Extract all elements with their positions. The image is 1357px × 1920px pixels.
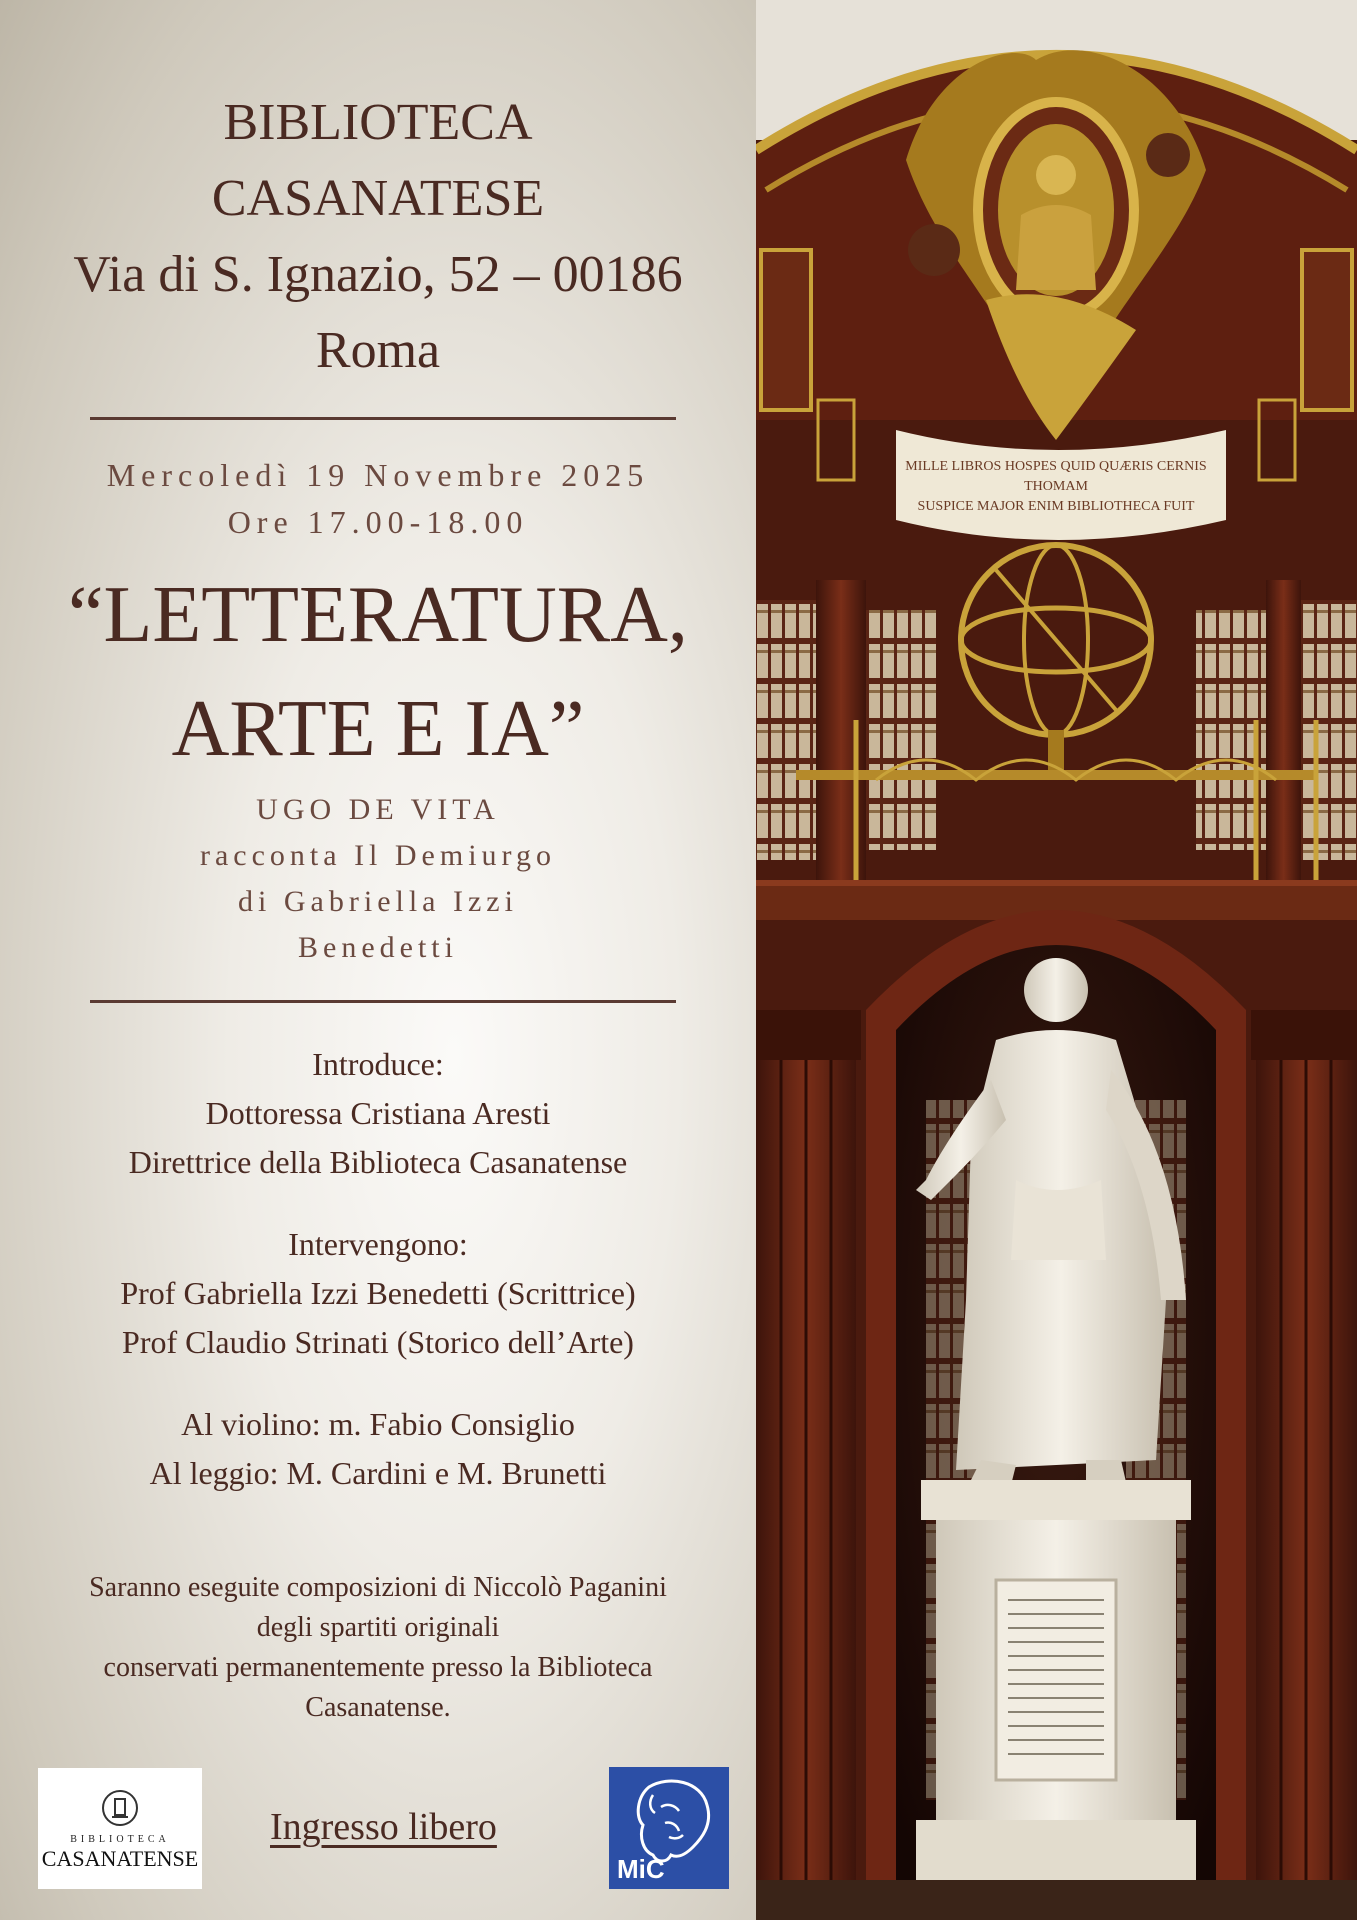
author-block [0, 787, 756, 971]
venue-name-line1: BIBLIOTECA [223, 94, 533, 151]
note-line3: conservati permanentemente presso la Biblioteca [103, 1652, 653, 1683]
banner-line3: SUSPICE MAJOR ENIM BIBLIOTHECA FUIT [917, 499, 1195, 514]
mic-text: MiC [617, 1854, 665, 1884]
logo-text-small: BIBLIOTECA [70, 1834, 170, 1845]
mic-ministry-logo [609, 1767, 729, 1889]
introduce-label: Introduce: [312, 1046, 444, 1082]
speakers-block [0, 1220, 756, 1367]
venue-name-line2: CASANATESE [211, 170, 545, 227]
program-note [0, 1568, 756, 1728]
library-emblem-icon [100, 1788, 140, 1828]
event-title [0, 558, 756, 786]
note-line4: Casanatense. [305, 1692, 451, 1723]
event-datetime [0, 452, 756, 546]
speaker-item: Prof Claudio Strinati (Storico dell’Arte) [122, 1324, 634, 1360]
event-title-line1: “LETTERATURA, [68, 571, 688, 659]
event-title-line2: ARTE E IA” [171, 685, 585, 773]
introduce-block [0, 1040, 756, 1187]
introduce-name: Dottoressa Cristiana Aresti [205, 1095, 551, 1131]
free-entry: Ingresso libero [270, 1806, 497, 1848]
author-line3: di Gabriella Izzi [238, 885, 518, 918]
venue-city: Roma [315, 322, 441, 379]
author-line1: UGO DE VITA [256, 793, 500, 826]
venue-block [0, 85, 756, 389]
introduce-role: Direttrice della Biblioteca Casanatense [128, 1144, 628, 1180]
event-time: Ore 17.00-18.00 [227, 504, 529, 540]
biblioteca-casanatense-logo [38, 1768, 202, 1889]
event-date: Mercoledì 19 Novembre 2025 [106, 457, 650, 493]
library-interior-illustration [756, 0, 1357, 1920]
music-block [0, 1400, 756, 1498]
author-line2: racconta Il Demiurgo [199, 839, 556, 872]
author-line4: Benedetti [298, 931, 458, 964]
library-photo [756, 0, 1357, 1920]
note-line2: degli spartiti originali [256, 1612, 500, 1643]
lectern-credit: Al leggio: M. Cardini e M. Brunetti [149, 1455, 607, 1491]
divider-top [90, 417, 676, 420]
banner-line2: THOMAM [1024, 479, 1088, 494]
venue-address: Via di S. Ignazio, 52 – 00186 [73, 246, 683, 303]
note-line1: Saranno eseguite composizioni di Niccolò Paganini [89, 1572, 667, 1603]
logo-text-big: CASANATENSE [41, 1846, 199, 1871]
speaker-item: Prof Gabriella Izzi Benedetti (Scrittrice) [120, 1275, 636, 1311]
speakers-label: Intervengono: [288, 1226, 468, 1262]
violin-credit: Al violino: m. Fabio Consiglio [181, 1406, 575, 1442]
banner-line1: MILLE LIBROS HOSPES QUID QUÆRIS CERNIS [905, 459, 1207, 474]
divider-bottom [90, 1000, 676, 1003]
